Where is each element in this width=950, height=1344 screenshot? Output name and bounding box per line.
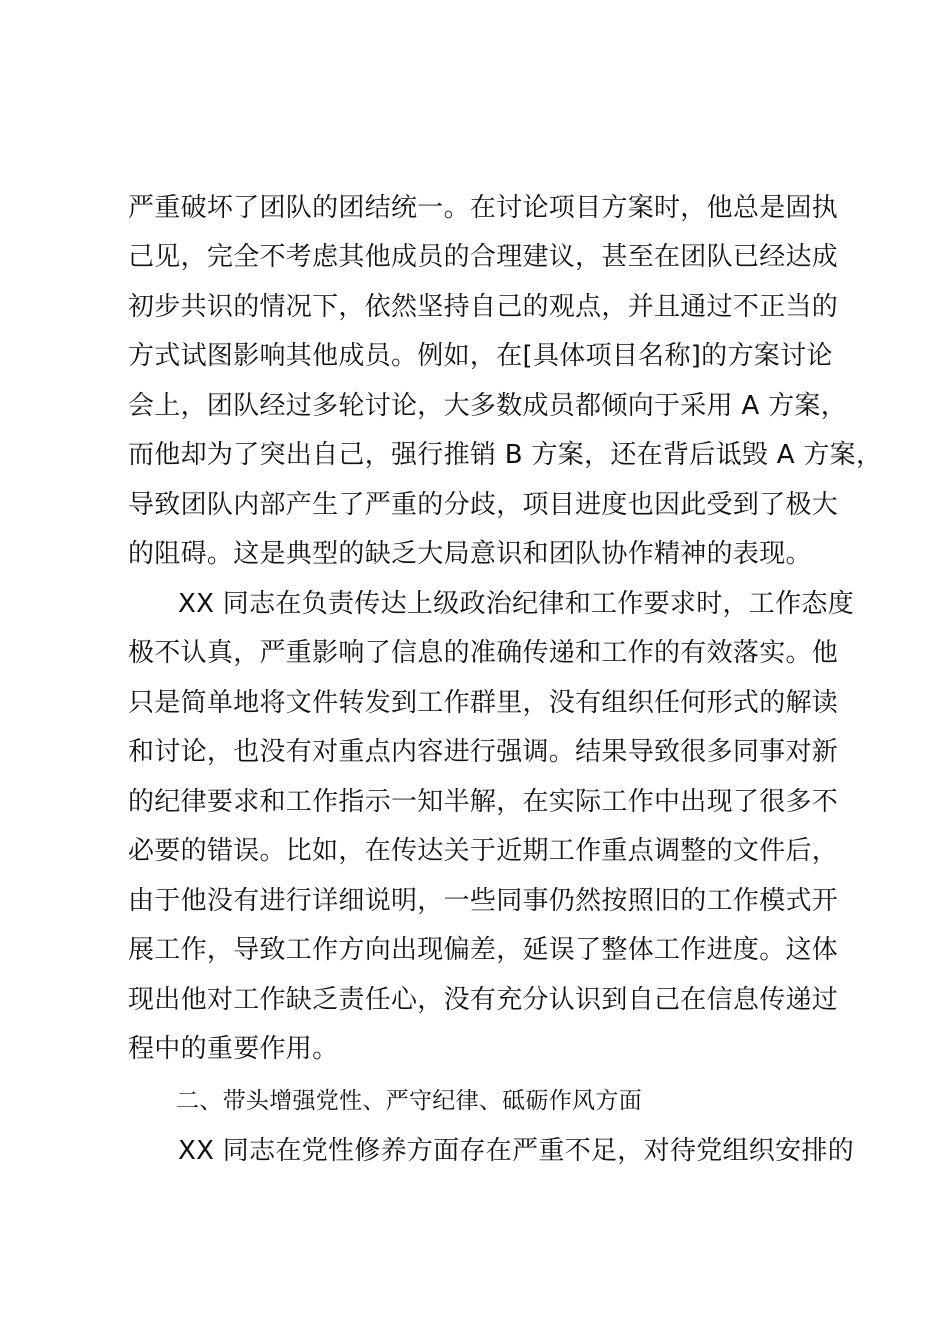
paragraph-1-line: 的阻碍。这是典型的缺乏大局意识和团队协作精神的表现。 (128, 539, 812, 569)
paragraph-2-line: 由于他没有进行详细说明，一些同事仍然按照旧的工作模式开 (128, 886, 839, 916)
paragraph-2-line: 只是简单地将文件转发到工作群里，没有组织任何形式的解读 (128, 688, 839, 718)
section-heading: 二、带头增强党性、严守纪律、砥砺作风方面 (176, 1088, 642, 1114)
paragraph-1-line: 方式试图影响其他成员。例如，在[具体项目名称]的方案讨论 (128, 341, 833, 371)
paragraph-2-line: 程中的重要作用。 (128, 1034, 339, 1064)
paragraph-2-line: 和讨论，也没有对重点内容进行强调。结果导致很多同事对新 (128, 737, 839, 767)
paragraph-2-line: XX 同志在负责传达上级政治纪律和工作要求时，工作态度 (178, 589, 854, 619)
paragraph-1-line: 己见，完全不考虑其他成员的合理建议，甚至在团队已经达成 (128, 242, 839, 272)
paragraph-1-line: 导致团队内部产生了严重的分歧，项目进度也因此受到了极大 (128, 490, 839, 520)
paragraph-1-line: 初步共识的情况下，依然坚持自己的观点，并且通过不正当的 (128, 292, 839, 322)
paragraph-2-line: 现出他对工作缺乏责任心，没有充分认识到自己在信息传递过 (128, 985, 839, 1015)
paragraph-2-line: 极不认真，严重影响了信息的准确传递和工作的有效落实。他 (128, 638, 839, 668)
paragraph-2-line: 展工作，导致工作方向出现偏差，延误了整体工作进度。这体 (128, 935, 839, 965)
paragraph-2-line: 必要的错误。比如，在传达关于近期工作重点调整的文件后， (128, 836, 839, 866)
paragraph-3-line: XX 同志在党性修养方面存在严重不足，对待党组织安排的 (178, 1136, 854, 1166)
paragraph-1-line: 而他却为了突出自己，强行推销 B 方案，还在背后诋毁 A 方案， (128, 440, 883, 470)
paragraph-1-line: 会上，团队经过多轮讨论，大多数成员都倾向于采用 A 方案， (128, 391, 848, 421)
paragraph-2-line: 的纪律要求和工作指示一知半解，在实际工作中出现了很多不 (128, 787, 839, 817)
paragraph-1-line: 严重破坏了团队的团结统一。在讨论项目方案时，他总是固执 (128, 193, 839, 223)
